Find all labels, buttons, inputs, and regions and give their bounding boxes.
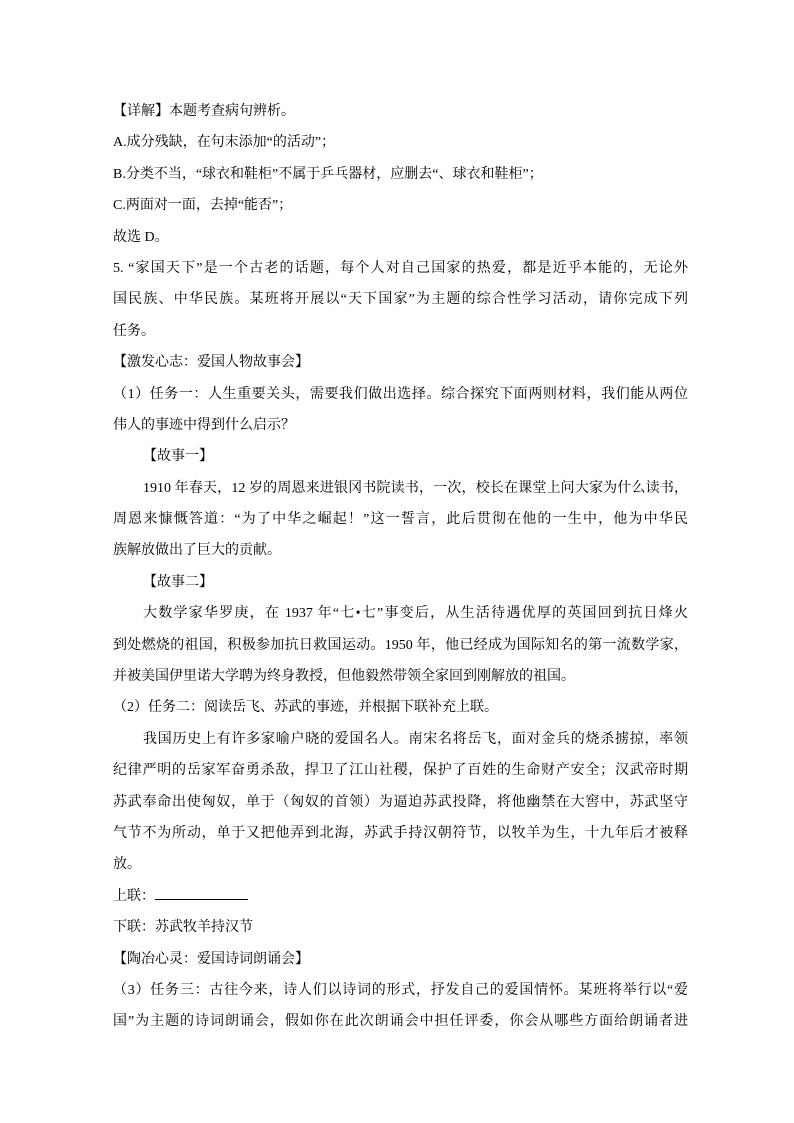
question-5-text-line-1: 5. “家国天下”是一个古老的话题，每个人对自己国家的热爱，都是近乎本能的，无论外 xyxy=(113,260,688,276)
couplet-first-line xyxy=(113,881,688,912)
story-1-line-3: 族解放做出了巨大的贡献。 xyxy=(113,543,281,559)
historical-figures-line-5: 放。 xyxy=(113,857,141,873)
option-c-analysis: C.两面对一面，去掉“能否”； xyxy=(113,198,293,214)
historical-figures-line-1: 我国历史上有许多家喻户晓的爱国名人。南宋名将岳飞，面对金兵的烧杀掳掠，率领 xyxy=(143,731,688,747)
story-2-heading: 【故事二】 xyxy=(143,574,213,590)
story-1-line-1: 1910 年春天，12 岁的周恩来进银冈书院读书，一次，校长在课堂上问大家为什么读书， xyxy=(143,480,688,496)
option-b-analysis: B.分类不当，“球衣和鞋柜”不属于乒乓器材，应删去“、球衣和鞋柜”； xyxy=(113,166,543,182)
shanglian-label: 上联： xyxy=(113,888,155,904)
answer-line: 故选 D。 xyxy=(113,229,169,245)
option-a-analysis: A.成分残缺，在句末添加“的活动”； xyxy=(113,135,336,151)
story-2-line-3: 并被美国伊里诺大学聘为终身教授，但他毅然带领全家回到刚解放的祖国。 xyxy=(113,669,575,685)
historical-figures-line-2: 纪律严明的岳家军奋勇杀敌，捍卫了江山社稷，保护了百姓的生命财产安全；汉武帝时期 xyxy=(113,763,688,779)
section-heading-poetry-recital: 【陶冶心灵：爱国诗词朗诵会】 xyxy=(113,951,309,967)
task-1-line-1: （1）任务一：人生重要关头，需要我们做出选择。综合探究下面两则材料，我们能从两位 xyxy=(113,386,688,402)
story-1-heading: 【故事一】 xyxy=(143,449,213,465)
story-2-line-1: 大数学家华罗庚，在 1937 年“七•七”事变后，从生活待遇优厚的英国回到抗日烽火 xyxy=(143,606,688,622)
explanation-heading-line: 【详解】本题考查病句辨析。 xyxy=(113,104,295,119)
document-text-block xyxy=(113,96,688,1038)
story-1-line-2: 周恩来慷慨答道：“为了中华之崛起！”这一誓言，此后贯彻在他的一生中，他为中华民 xyxy=(113,512,688,528)
task-3-line-1: （3）任务三：古往今来，诗人们以诗词的形式，抒发自己的爱国情怀。某班将举行以“爱 xyxy=(113,982,688,998)
historical-figures-line-4: 气节不为所动，单于又把他弄到北海，苏武手持汉朝符节，以牧羊为生，十九年后才被释 xyxy=(113,825,688,841)
section-heading-story-meeting: 【激发心志：爱国人物故事会】 xyxy=(113,355,309,371)
question-5-text-line-2: 国民族、中华民族。某班将开展以“天下国家”为主题的综合性学习活动，请你完成下列 xyxy=(113,292,688,308)
task-3-line-2: 国”为主题的诗词朗诵会，假如你在此次朗诵会中担任评委，你会从哪些方面给朗诵者进 xyxy=(113,1014,688,1030)
task-1-line-2: 伟人的事迹中得到什么启示？ xyxy=(113,417,295,433)
historical-figures-line-3: 苏武奉命出使匈奴，单于（匈奴的首领）为逼迫苏武投降，将他幽禁在大窖中，苏武坚守 xyxy=(113,794,688,810)
question-5-text-line-3: 任务。 xyxy=(113,323,155,339)
task-2-line: （2）任务二：阅读岳飞、苏武的事迹，并根据下联补充上联。 xyxy=(113,700,498,716)
couplet-second-line: 下联：苏武牧羊持汉节 xyxy=(113,920,253,936)
story-2-line-2: 到处燃烧的祖国，积极参加抗日救国运动。1950 年，他已经成为国际知名的第一流数学家， xyxy=(113,637,688,653)
shanglian-blank-underline xyxy=(155,886,248,900)
